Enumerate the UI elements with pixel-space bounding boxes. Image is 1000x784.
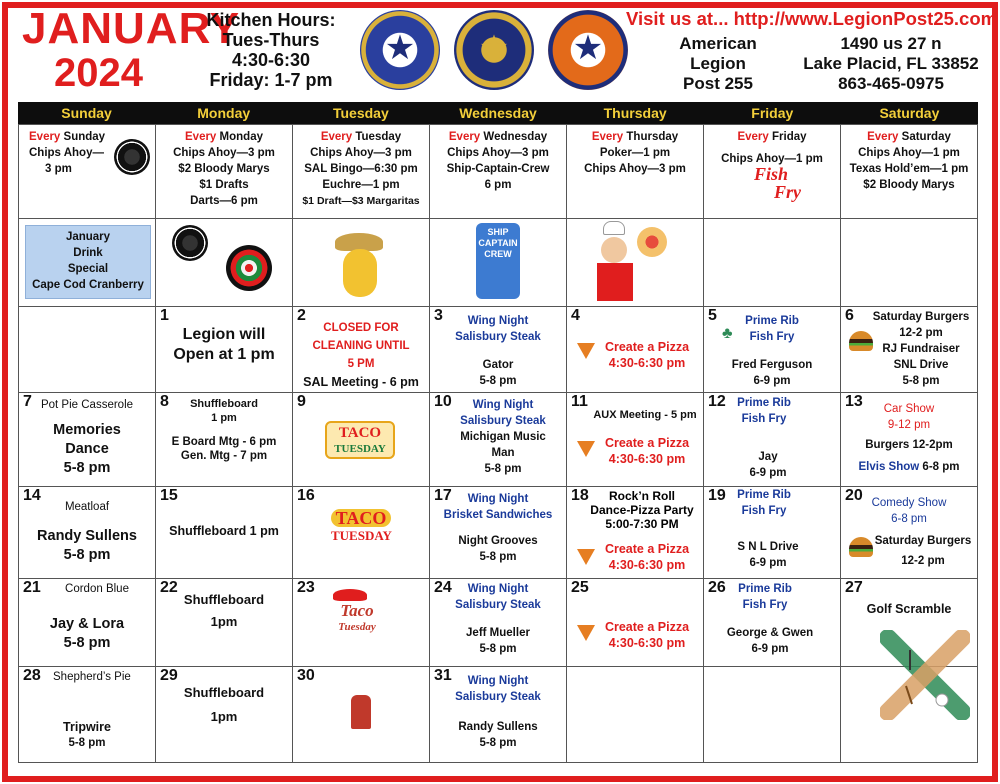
event-line: Salisbury Steak	[460, 415, 546, 427]
legion-name-line: Legion	[690, 54, 746, 73]
legion-name-line: American	[679, 34, 757, 53]
poker-chip-icon	[114, 139, 150, 175]
legion-name-line: Post 255	[683, 74, 753, 93]
event-line: Prime Rib	[737, 397, 791, 409]
drink-line: Cape Cod Cranberry	[32, 279, 144, 291]
event-line: 5-8 pm	[484, 463, 522, 475]
day-cell-31	[430, 667, 567, 763]
weekly-tuesday	[293, 125, 430, 219]
weekday-label: Thursday	[626, 131, 679, 143]
day-number: 4	[571, 307, 580, 324]
event-line: 6-9 pm	[749, 557, 787, 569]
legion-post-name	[668, 34, 768, 94]
tuesday-word: Tuesday	[338, 621, 376, 633]
event-line: Dance	[65, 441, 109, 457]
event-line: Fish Fry	[741, 413, 787, 425]
weekly-line: Darts—6 pm	[190, 195, 258, 207]
event-line: Create a Pizza	[604, 436, 690, 450]
city-state-zip: Lake Placid, FL 33852	[803, 54, 979, 73]
event-line: 6-9 pm	[753, 375, 791, 387]
event-line: Open at 1 pm	[173, 346, 275, 363]
weekly-thursday	[567, 125, 704, 219]
day-cell-10	[430, 393, 567, 487]
weekly-line: Chips Ahoy—1 pm	[858, 147, 960, 159]
event-line: Saturday Burgers	[872, 311, 970, 323]
ship-captain-crew-cell	[430, 219, 567, 307]
day-cell-21	[19, 579, 156, 667]
day-cell-12	[704, 393, 841, 487]
event-line: Michigan Music	[460, 431, 546, 443]
poker-chip-icon	[172, 225, 208, 261]
weekly-line: Chips Ahoy—3 pm	[173, 147, 275, 159]
weekday-friday: Friday	[751, 105, 794, 121]
event-line: Cordon Blue	[65, 583, 129, 595]
event-line: Burgers 12-2pm	[865, 439, 953, 451]
weekly-line: Poker—1 pm	[599, 147, 671, 159]
event-line: E Board Mtg - 6 pm	[171, 436, 277, 448]
day-number: 24	[434, 579, 452, 596]
event-line: 5-8 pm	[479, 737, 517, 749]
day-number: 10	[434, 393, 452, 410]
event-line: Dance-Pizza Party	[590, 503, 694, 517]
event-line: 4:30-6:30 pm	[608, 558, 686, 572]
day-number: 25	[571, 579, 589, 596]
kitchen-hours-days: Tues-Thurs	[222, 30, 320, 50]
day-number: 22	[160, 579, 178, 596]
event-line: 6-8 pm	[891, 513, 927, 525]
chef-body-icon	[597, 263, 633, 301]
weekly-line: Chips Ahoy—3 pm	[584, 163, 686, 175]
day-number: 6	[845, 307, 854, 324]
ship-box-word: SHIP	[487, 227, 509, 237]
weekday-thursday: Thursday	[603, 105, 667, 121]
day-number: 8	[160, 393, 169, 410]
day-cell-3	[430, 307, 567, 393]
day-number: 16	[297, 487, 315, 504]
day-number: 15	[160, 487, 178, 504]
day-cell-4	[567, 307, 704, 393]
day-cell-13	[841, 393, 978, 487]
event-line: Jeff Mueller	[466, 627, 530, 639]
taco-word: Taco	[340, 601, 374, 620]
event-line: 1pm	[210, 614, 238, 629]
day-cell-20	[841, 487, 978, 579]
day-number: 17	[434, 487, 452, 504]
event-line: 5-8 pm	[902, 375, 940, 387]
day-cell-9	[293, 393, 430, 487]
tuesday-word: TUESDAY	[334, 443, 386, 455]
event-line: Salisbury Steak	[455, 691, 541, 703]
event-line: Brisket Sandwiches	[443, 509, 553, 521]
weekly-line: 3 pm	[45, 163, 72, 175]
day-cell-14	[19, 487, 156, 579]
weekday-label: Friday	[772, 131, 807, 143]
event-line: 6-8 pm	[922, 461, 960, 473]
every-label: Every	[320, 131, 353, 143]
empty-cell	[841, 219, 978, 307]
empty-day-cell	[704, 667, 841, 763]
event-line: Fred Ferguson	[731, 359, 813, 371]
sombrero-icon	[333, 589, 367, 601]
weekly-monday	[156, 125, 293, 219]
event-line: 5:00-7:30 PM	[605, 517, 679, 531]
event-line: Man	[491, 447, 515, 459]
address-block	[800, 34, 982, 94]
day-cell-18	[567, 487, 704, 579]
drink-special-box	[25, 225, 151, 299]
event-line: 5-8 pm	[479, 643, 517, 655]
event-line: 1 pm	[211, 412, 237, 424]
event-line: Prime Rib	[738, 583, 792, 595]
drink-line: Special	[67, 263, 109, 275]
weekly-line: $1 Drafts	[199, 179, 249, 191]
dartboard-icon	[226, 245, 272, 291]
event-line: 5-8 pm	[68, 737, 106, 749]
empty-day-cell	[19, 307, 156, 393]
event-line: Fish Fry	[741, 505, 787, 517]
weekday-label: Tuesday	[355, 131, 402, 143]
month-title: JANUARY	[22, 4, 241, 53]
event-line: Shuffleboard	[183, 592, 265, 607]
weekday-saturday: Saturday	[879, 105, 940, 121]
event-line: Legion will	[182, 326, 266, 343]
weekday-label: Sunday	[63, 131, 106, 143]
event-line: Rock’n Roll	[608, 489, 675, 503]
event-line: Tripwire	[63, 720, 111, 734]
every-label: Every	[867, 131, 899, 143]
taco-tuesday-badge-icon	[325, 421, 395, 459]
fish-fry-word: Fry	[774, 182, 801, 202]
event-line: Pot Pie Casserole	[40, 399, 134, 411]
event-line: Car Show	[883, 403, 935, 415]
weekly-wednesday	[430, 125, 567, 219]
calendar-grid	[18, 124, 978, 763]
event-line: 5-8 pm	[63, 460, 111, 476]
weekly-line: $2 Bloody Marys	[178, 163, 270, 175]
event-line: Randy Sullens	[458, 721, 538, 733]
phone-number: 863-465-0975	[838, 74, 944, 93]
weekday-label: Saturday	[901, 131, 951, 143]
event-line: Salisbury Steak	[455, 599, 541, 611]
weekly-saturday	[841, 125, 978, 219]
weekly-line: Chips Ahoy—1 pm	[721, 153, 823, 165]
ship-box-word: CAPTAIN	[478, 238, 518, 248]
day-number: 9	[297, 393, 306, 410]
event-line: Shuffleboard	[183, 685, 265, 700]
event-line: Create a Pizza	[604, 620, 690, 634]
weekday-header	[18, 102, 978, 124]
auxiliary-emblem-icon: ★	[360, 10, 440, 90]
event-line: George & Gwen	[726, 627, 814, 639]
event-line: Wing Night	[467, 315, 529, 327]
tuesday-word: TUESDAY	[331, 528, 392, 543]
event-line: Shuffleboard	[190, 398, 258, 410]
ship-captain-crew-box-icon	[476, 223, 520, 299]
drink-special-cell	[19, 219, 156, 307]
event-line: CLOSED FOR	[323, 322, 399, 334]
taco-word: TACO	[331, 509, 391, 527]
sons-of-legion-emblem-icon: ★	[548, 10, 628, 90]
drink-line: January	[65, 231, 111, 243]
day-number: 31	[434, 667, 452, 684]
day-cell-16	[293, 487, 430, 579]
kitchen-hours-time: 4:30-6:30	[231, 50, 311, 70]
day-number: 29	[160, 667, 178, 684]
event-line: Salisbury Steak	[455, 331, 541, 343]
weekday-label: Monday	[219, 131, 263, 143]
weekly-line: Ship-Captain-Crew	[446, 163, 550, 175]
event-line: Golf Scramble	[866, 602, 952, 616]
day-cell-11	[567, 393, 704, 487]
day-cell-5	[704, 307, 841, 393]
day-number: 7	[23, 393, 32, 410]
event-line: Wing Night	[472, 399, 534, 411]
chef-icon	[601, 237, 627, 263]
every-label: Every	[29, 131, 61, 143]
event-line: 4:30-6:30 pm	[608, 636, 686, 650]
event-line: Elvis Show	[858, 461, 920, 473]
event-line: 4:30-6:30 pm	[608, 452, 686, 466]
fish-fry-graphic	[754, 165, 801, 201]
every-label: Every	[185, 131, 217, 143]
darts-graphic-cell	[156, 219, 293, 307]
calendar	[18, 102, 978, 763]
website-link[interactable]: Visit us at... http://www.LegionPost25.com	[626, 8, 998, 29]
weekly-line: Euchre—1 pm	[322, 179, 400, 191]
taco-mascot-icon	[343, 249, 377, 297]
event-line: Jay & Lora	[49, 616, 125, 632]
day-number: 19	[708, 487, 726, 504]
day-number: 18	[571, 487, 589, 504]
day-cell-28	[19, 667, 156, 763]
day-cell-25	[567, 579, 704, 667]
day-cell-8	[156, 393, 293, 487]
day-number: 26	[708, 579, 726, 596]
drink-line: Drink	[73, 247, 103, 259]
golf-scramble-graphic-icon	[880, 630, 970, 720]
weekly-line: Texas Hold’em—1 pm	[849, 163, 969, 175]
day-cell-29	[156, 667, 293, 763]
day-cell-30	[293, 667, 430, 763]
taco-script-graphic-icon	[327, 603, 387, 635]
weekday-sunday: Sunday	[61, 105, 112, 121]
weekly-friday	[704, 125, 841, 219]
event-line: 6-9 pm	[751, 643, 789, 655]
day-cell-15	[156, 487, 293, 579]
event-line: 5-8 pm	[63, 635, 111, 651]
event-line: Memories	[53, 422, 121, 438]
weekday-label: Wednesday	[483, 131, 548, 143]
event-line: S N L Drive	[737, 541, 799, 553]
event-line: Create a Pizza	[604, 340, 690, 354]
pizza-icon	[637, 227, 667, 257]
day-number: 30	[297, 667, 315, 684]
day-cell-22	[156, 579, 293, 667]
weekly-line: SAL Bingo—6:30 pm	[304, 163, 418, 175]
day-number: 5	[708, 307, 717, 324]
day-number: 1	[160, 307, 169, 324]
street-address: 1490 us 27 n	[840, 34, 942, 53]
day-number: 2	[297, 307, 306, 324]
day-cell-23	[293, 579, 430, 667]
day-number: 27	[845, 579, 863, 596]
event-line: Meatloaf	[64, 501, 110, 513]
legion-emblem-icon: ★	[454, 10, 534, 90]
event-line: Gen. Mtg - 7 pm	[180, 450, 268, 462]
menu-stand-icon	[351, 695, 371, 729]
weekday-monday: Monday	[197, 105, 251, 121]
day-cell-17	[430, 487, 567, 579]
year-title: 2024	[54, 51, 143, 95]
weekly-line: Chips Ahoy—	[29, 147, 104, 159]
empty-day-cell	[567, 667, 704, 763]
day-cell-7	[19, 393, 156, 487]
day-cell-24	[430, 579, 567, 667]
weekly-sunday	[19, 125, 156, 219]
event-line: Night Grooves	[458, 535, 538, 547]
event-line: Prime Rib	[737, 489, 791, 501]
day-number: 20	[845, 487, 863, 504]
event-line: Gator	[482, 359, 514, 371]
taco-mascot-cell	[293, 219, 430, 307]
event-line: Randy Sullens	[37, 528, 137, 544]
event-line: Wing Night	[467, 583, 529, 595]
day-number: 3	[434, 307, 443, 324]
event-line: SAL Meeting - 6 pm	[303, 375, 419, 389]
weekday-wednesday: Wednesday	[459, 105, 537, 121]
event-line: SNL Drive	[893, 359, 949, 371]
day-cell-26	[704, 579, 841, 667]
event-line: RJ Fundraiser	[882, 343, 960, 355]
taco-word: TACO	[338, 425, 382, 441]
chef-graphic-cell	[567, 219, 704, 307]
event-line: 12-2 pm	[901, 555, 945, 567]
event-line: 1pm	[210, 709, 238, 724]
event-line: Prime Rib	[745, 315, 799, 327]
event-line: Wing Night	[467, 675, 529, 687]
event-line: 12-2 pm	[899, 327, 943, 339]
event-line: Fish Fry	[749, 331, 795, 343]
empty-cell	[704, 219, 841, 307]
weekly-line: Chips Ahoy—3 pm	[310, 147, 412, 159]
weekly-line: $1 Draft—$3 Margaritas	[302, 195, 420, 207]
fish-fry-word: Fish	[754, 164, 789, 184]
every-label: Every	[737, 131, 769, 143]
event-line: 9-12 pm	[887, 419, 931, 431]
cocktail-icon: ♣	[722, 325, 733, 342]
weekly-line: Chips Ahoy—3 pm	[447, 147, 549, 159]
day-number: 21	[23, 579, 41, 596]
event-line: Comedy Show	[871, 497, 947, 509]
weekday-tuesday: Tuesday	[332, 105, 389, 121]
event-line: Shepherd’s Pie	[53, 671, 131, 683]
day-number: 11	[571, 393, 588, 410]
day-cell-1	[156, 307, 293, 393]
event-line: 5-8 pm	[63, 547, 111, 563]
event-line: 4:30-6:30 pm	[608, 356, 686, 370]
kitchen-hours-title: Kitchen Hours:	[206, 10, 336, 30]
day-cell-2	[293, 307, 430, 393]
event-line: Jay	[758, 451, 778, 463]
kitchen-hours-friday: Friday: 1-7 pm	[209, 70, 333, 90]
event-line: 6-9 pm	[749, 467, 787, 479]
event-line: Shuffleboard 1 pm	[169, 524, 279, 538]
chef-hat-icon	[603, 221, 625, 235]
event-line: Fish Fry	[742, 599, 788, 611]
ship-box-word: CREW	[484, 249, 512, 259]
event-line: 5 PM	[347, 358, 375, 370]
event-line: Create a Pizza	[604, 542, 690, 556]
weekly-line: 6 pm	[484, 179, 512, 191]
day-number: 13	[845, 393, 863, 410]
event-line: Saturday Burgers	[874, 535, 972, 547]
day-cell-19	[704, 487, 841, 579]
day-cell-6	[841, 307, 978, 393]
kitchen-hours	[198, 10, 344, 90]
every-label: Every	[448, 131, 481, 143]
taco-tuesday-graphic-icon	[331, 509, 391, 553]
event-line: 5-8 pm	[479, 375, 517, 387]
day-number: 28	[23, 667, 41, 684]
day-number: 12	[708, 393, 726, 410]
weekly-line: $2 Bloody Marys	[863, 179, 955, 191]
event-line: 5-8 pm	[479, 551, 517, 563]
event-line: Wing Night	[467, 493, 529, 505]
day-number: 23	[297, 579, 315, 596]
event-line: CLEANING UNTIL	[312, 340, 410, 352]
event-line: AUX Meeting - 5 pm	[593, 409, 697, 421]
every-label: Every	[591, 131, 624, 143]
day-number: 14	[23, 487, 41, 504]
